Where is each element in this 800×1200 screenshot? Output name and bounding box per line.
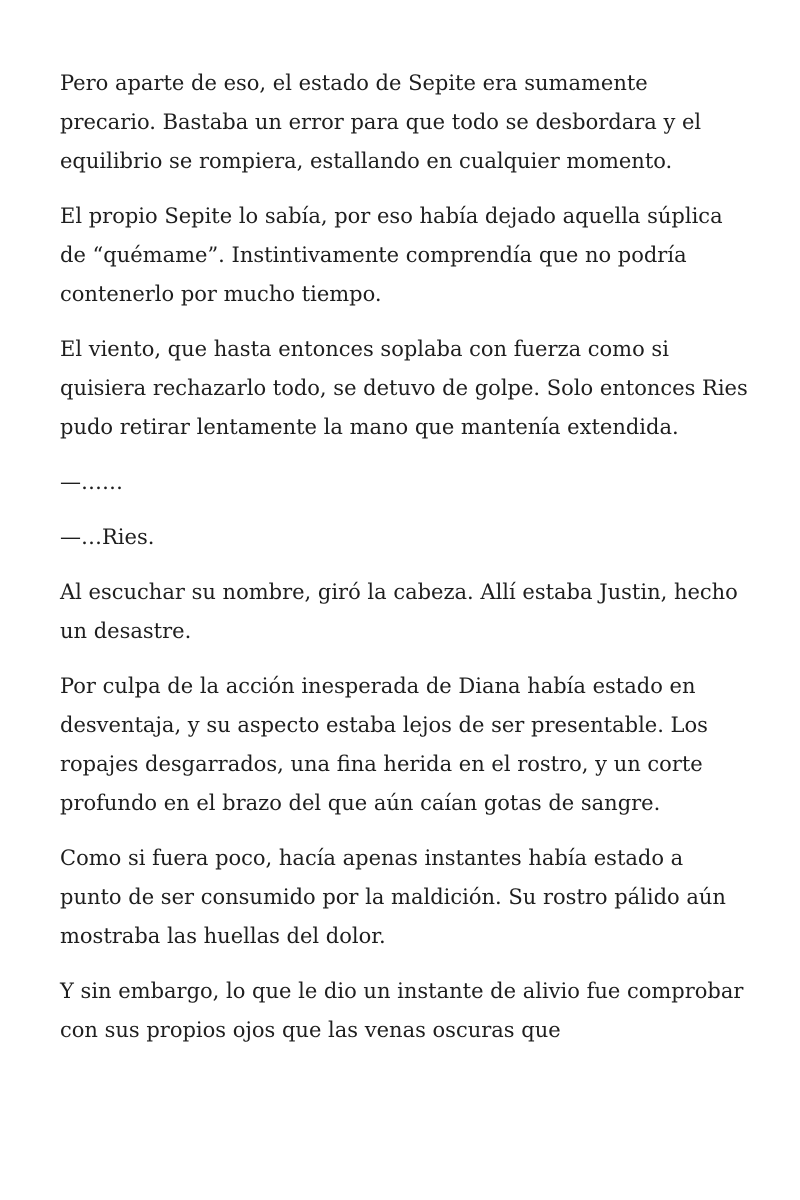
document-page — [60, 64, 750, 1066]
paragraph: El viento, que hasta entonces soplaba con fuerza como si quisiera rechazarlo todo, se detuvo de golpe. Solo entonces Ries pudo retirar lentamente la mano que mantenía extendida. — [60, 337, 748, 439]
paragraph: Al escuchar su nombre, giró la cabeza. Allí estaba Justin, hecho un desastre. — [60, 580, 738, 643]
paragraph: Pero aparte de eso, el estado de Sepite era sumamente precario. Bastaba un error para que todo se desbordara y el equilibrio se rompiera, estallando en cualquier momento. — [60, 71, 702, 173]
dialogue-line: —…… — [60, 470, 123, 494]
dialogue-line: —…Ries. — [60, 525, 155, 549]
paragraph: Por culpa de la acción inesperada de Diana había estado en desventaja, y su aspecto estaba lejos de ser presentable. Los ropajes desgarrados, una fina herida en el rostro, y un corte profundo en el brazo del que aún caían gotas de sangre. — [60, 674, 708, 815]
paragraph: Como si fuera poco, hacía apenas instantes había estado a punto de ser consumido por la maldición. Su rostro pálido aún mostraba las huellas del dolor. — [60, 846, 726, 948]
paragraph: El propio Sepite lo sabía, por eso había dejado aquella súplica de “quémame”. Instintivamente comprendía que no podría contenerlo por mucho tiempo. — [60, 204, 723, 306]
paragraph: Y sin embargo, lo que le dio un instante de alivio fue comprobar con sus propios ojos que las venas oscuras que — [60, 979, 744, 1042]
